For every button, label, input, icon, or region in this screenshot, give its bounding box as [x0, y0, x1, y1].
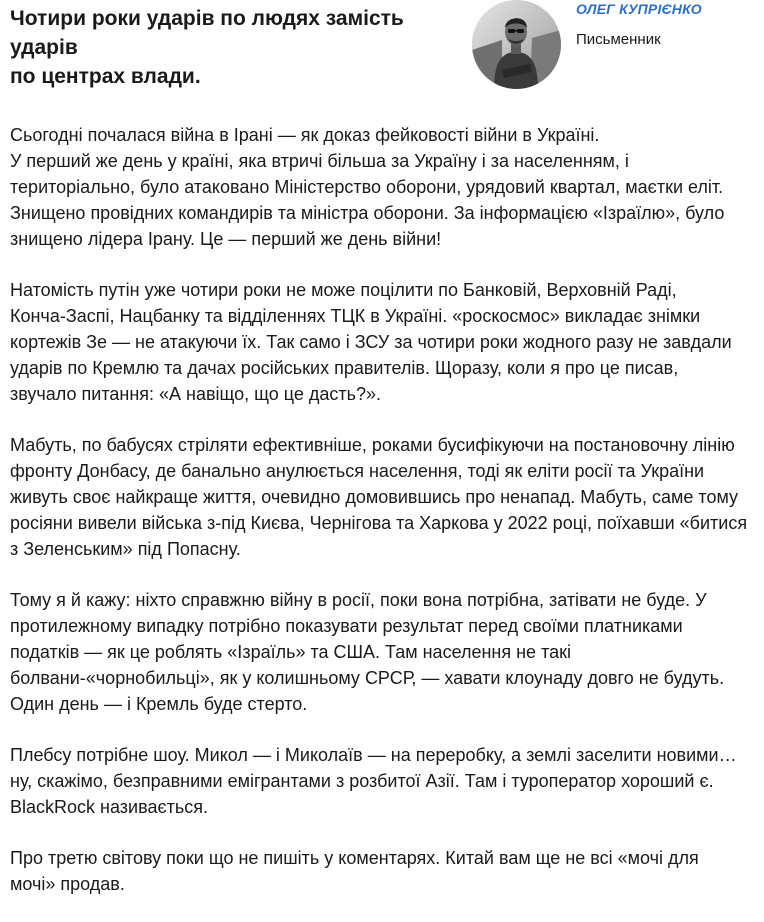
author-photo — [472, 0, 561, 89]
text-line: Тому я й кажу: ніхто справжню війну в росії, поки вона потрібна, затівати не буде. У — [10, 590, 707, 610]
headline-line: Чотири роки ударів по людях замість ударів — [10, 7, 404, 59]
text-line: Знищено провідних командирів та міністра оборони. За інформацією «Ізраїлю», було — [10, 203, 725, 223]
text-line: У перший же день у країні, яка втричі більша за Україну і за населенням, і — [10, 151, 629, 171]
text-line: з Зеленським» під Попасну. — [10, 539, 241, 559]
text-line: росіяни вивели війська з-під Києва, Чернігова та Харкова у 2022 році, поїхавши «битися — [10, 513, 748, 533]
text-line: Натомість путін уже чотири роки не може поцілити по Банковій, Верховній Раді, — [10, 280, 677, 300]
text-line: територіально, було атаковано Міністерство оборони, урядовий квартал, маєтки еліт. — [10, 177, 724, 197]
text-line: болвани-«чорнобильці», як у колишньому СРСР, — хавати клоунаду довго не будуть. — [10, 668, 725, 688]
author-name[interactable]: ОЛЕГ КУПРІЄНКО — [576, 1, 702, 17]
paragraph — [10, 432, 760, 562]
text-line: протилежному випадку потрібно показувати результат перед своїми платниками — [10, 616, 683, 636]
text-line: Один день — і Кремль буде стерто. — [10, 694, 308, 714]
article-headline — [10, 4, 460, 91]
article-body — [10, 122, 760, 922]
text-line: BlackRock називається. — [10, 797, 209, 817]
text-line: живуть своє найкраще життя, очевидно домовившись про ненапад. Мабуть, саме тому — [10, 487, 739, 507]
headline-line: по центрах влади. — [10, 65, 201, 88]
text-line: Конча-Заспі, Нацбанку та відділеннях ТЦК в Україні. «роскосмос» викладає знімки — [10, 306, 701, 326]
paragraph — [10, 742, 760, 820]
paragraph — [10, 587, 760, 717]
text-line: Мабуть, по бабусях стріляти ефективніше, роками бусифікуючи на постановочну лінію — [10, 435, 735, 455]
text-line: ну, скажімо, безправними емігрантами з розбитої Азії. Там і туроператор хороший є. — [10, 771, 714, 791]
text-line: звучало питання: «А навіщо, що це дасть?». — [10, 384, 382, 404]
text-line: Сьогодні почалася війна в Ірані — як доказ фейковості війни в Україні. — [10, 125, 600, 145]
text-line: мочі» продав. — [10, 874, 125, 894]
author-avatar[interactable] — [472, 0, 561, 89]
text-line: Про третю світову поки що не пишіть у коментарях. Китай вам ще не всі «мочі для — [10, 848, 699, 868]
text-line: кортежів Зе — не атакуючи їх. Так само і ЗСУ за чотири роки жодного разу не завдали — [10, 332, 732, 352]
text-line: податків — як це роблять «Ізраїль» та США. Там населення не такі — [10, 642, 571, 662]
text-line: Плебсу потрібне шоу. Микол — і Миколаїв — на переробку, а землі заселити новими… — [10, 745, 737, 765]
article-header — [0, 0, 764, 110]
text-line: ударів по Кремлю та дачах російських правителів. Щоразу, коли я про це писав, — [10, 358, 679, 378]
text-line: фронту Донбасу, де банально анулюється населення, тоді як еліти росії та України — [10, 461, 705, 481]
paragraph — [10, 277, 760, 407]
author-role: Письменник — [576, 31, 661, 48]
paragraph — [10, 122, 760, 252]
text-line: знищено лідера Ірану. Це — перший же день війни! — [10, 229, 442, 249]
